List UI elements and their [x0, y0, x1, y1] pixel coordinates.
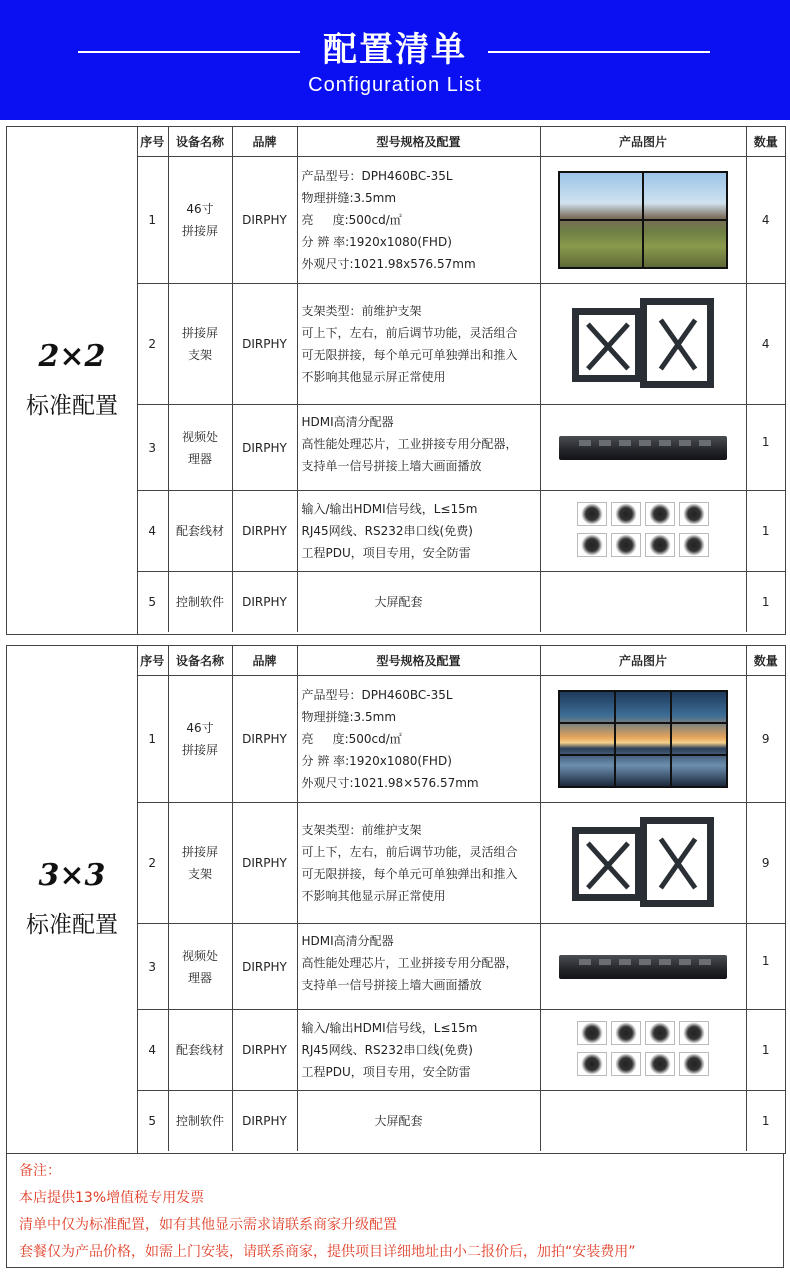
row-image: [540, 1010, 746, 1091]
name-line: 理器: [187, 451, 212, 466]
row-spec: [297, 803, 540, 924]
row-image: [540, 157, 746, 284]
hdmi-splitter-image: [559, 955, 727, 979]
spec-line: 外观尺寸:1021.98x576.57mm: [301, 257, 476, 271]
row-device-name: [168, 405, 232, 491]
row-no: 1: [137, 157, 168, 284]
table-row: [137, 1091, 785, 1151]
notes-title: 备注：: [19, 1163, 61, 1179]
mount-bracket-image: [568, 813, 718, 913]
spec-line: 可无限拼接，每个单元可单独弹出和推入: [301, 348, 518, 362]
col-header-no: 序号: [137, 127, 168, 157]
row-image: [540, 491, 746, 572]
spec-line: 分 辨 率:1920x1080(FHD): [301, 754, 452, 768]
spec-line: 大屏配套: [374, 594, 423, 609]
row-no: 2: [137, 284, 168, 405]
col-header-image: 产品图片: [540, 127, 746, 157]
spec-line: 输入/输出HDMI信号线，L≤15m: [301, 1021, 478, 1035]
col-header-name: 设备名称: [168, 127, 232, 157]
name-line: 支架: [187, 348, 212, 362]
name-line: 支架: [187, 867, 212, 881]
spec-line: 支持单一信号拼接上墙大画面播放: [301, 978, 482, 992]
spec-line: 物理拼缝:3.5mm: [301, 710, 397, 724]
spec-line: 支架类型：前维护支架: [301, 823, 422, 837]
row-device-name: [168, 284, 232, 405]
row-spec: [297, 157, 540, 284]
video-wall-3x3-image: [558, 690, 728, 788]
spec-line: 产品型号：DPH460BC-35L: [301, 169, 453, 183]
spec-line: HDMI高清分配器: [301, 934, 394, 948]
row-brand: DIRPHY: [232, 491, 297, 572]
col-header-brand: 品牌: [232, 127, 297, 157]
spec-line: RJ45网线、RS232串口线(免费): [301, 1043, 473, 1057]
table-row: [137, 924, 785, 1010]
spec-line: 工程PDU，项目专用，安全防雷: [301, 1065, 471, 1079]
config-size: 2×2: [38, 339, 106, 374]
table-row: [137, 157, 785, 284]
row-device-name: [168, 676, 232, 803]
spec-line: 可无限拼接，每个单元可单独弹出和推入: [301, 867, 518, 881]
spec-line: 工程PDU，项目专用，安全防雷: [301, 546, 471, 560]
col-header-name: 设备名称: [168, 646, 232, 676]
name-line: 配套线材: [175, 1043, 224, 1057]
notes-line: 清单中仅为标准配置，如有其他显示需求请联系商家升级配置: [19, 1217, 397, 1233]
col-header-spec: 型号规格及配置: [297, 646, 540, 676]
row-image: [540, 572, 746, 632]
row-brand: DIRPHY: [232, 1010, 297, 1091]
row-spec: [297, 924, 540, 1010]
name-line: 拼接屏: [181, 845, 218, 859]
table-row: [137, 572, 785, 632]
row-brand: DIRPHY: [232, 803, 297, 924]
row-device-name: [168, 157, 232, 284]
mount-bracket-image: [568, 294, 718, 394]
row-brand: DIRPHY: [232, 572, 297, 632]
table-row: [137, 1010, 785, 1091]
row-brand: DIRPHY: [232, 157, 297, 284]
spec-line: 亮 度:500cd/㎡: [301, 732, 402, 746]
row-spec: [297, 405, 540, 491]
row-spec: [297, 572, 540, 632]
col-header-qty: 数量: [746, 127, 785, 157]
table-header-row: [137, 127, 785, 157]
row-qty: 4: [746, 157, 785, 284]
name-line: 拼接屏: [181, 326, 218, 340]
name-line: 视频处: [181, 429, 218, 444]
config-standard-label: 标准配置: [26, 912, 118, 938]
row-image: [540, 803, 746, 924]
spec-line: 支架类型：前维护支架: [301, 304, 422, 318]
cables-set-image: [575, 500, 711, 562]
config-standard-label: 标准配置: [26, 393, 118, 419]
row-no: 4: [137, 491, 168, 572]
row-brand: DIRPHY: [232, 284, 297, 405]
spec-line: HDMI高清分配器: [301, 415, 394, 429]
row-device-name: [168, 491, 232, 572]
row-brand: DIRPHY: [232, 676, 297, 803]
row-spec: [297, 1091, 540, 1151]
table-header-row: [137, 646, 785, 676]
row-no: 5: [137, 572, 168, 632]
row-brand: DIRPHY: [232, 405, 297, 491]
table-row: [137, 491, 785, 572]
row-device-name: [168, 1091, 232, 1151]
video-wall-2x2-image: [558, 171, 728, 269]
page-subtitle: Configuration List: [308, 74, 482, 96]
row-image: [540, 676, 746, 803]
notes-line: 套餐仅为产品价格，如需上门安装，请联系商家，提供项目详细地址由小二报价后，加拍“安装费用”: [19, 1244, 636, 1260]
col-header-qty: 数量: [746, 646, 785, 676]
row-no: 3: [137, 405, 168, 491]
page-title: 配置清单: [323, 30, 467, 70]
spec-line: 大屏配套: [374, 1113, 423, 1128]
row-device-name: [168, 572, 232, 632]
row-qty: 1: [746, 572, 785, 632]
row-qty: 4: [746, 284, 785, 405]
row-device-name: [168, 1010, 232, 1091]
row-no: 2: [137, 803, 168, 924]
spec-line: 可上下，左右，前后调节功能，灵活组合: [301, 845, 518, 859]
name-line: 拼接屏: [181, 224, 218, 238]
row-brand: DIRPHY: [232, 924, 297, 1010]
name-line: 控制软件: [175, 594, 224, 609]
col-header-no: 序号: [137, 646, 168, 676]
row-spec: [297, 1010, 540, 1091]
spec-line: 支持单一信号拼接上墙大画面播放: [301, 459, 482, 473]
spec-line: 分 辨 率:1920x1080(FHD): [301, 235, 452, 249]
row-image: [540, 405, 746, 491]
config-label-cell: [7, 646, 138, 1153]
notes-line: 本店提供13%增值税专用发票: [19, 1190, 205, 1206]
spec-line: 高性能处理芯片，工业拼接专用分配器，: [301, 956, 518, 970]
row-brand: DIRPHY: [232, 1091, 297, 1151]
name-line: 46寸: [186, 202, 214, 216]
row-qty: 1: [746, 1010, 785, 1091]
row-spec: [297, 284, 540, 405]
cables-set-image: [575, 1019, 711, 1081]
spec-line: 外观尺寸:1021.98×576.57mm: [301, 776, 479, 790]
config-table: [137, 646, 785, 1151]
row-no: 4: [137, 1010, 168, 1091]
col-header-brand: 品牌: [232, 646, 297, 676]
row-qty: 9: [746, 676, 785, 803]
table-row: [137, 676, 785, 803]
table-row: [137, 803, 785, 924]
spec-line: 产品型号：DPH460BC-35L: [301, 688, 453, 702]
spec-line: 高性能处理芯片，工业拼接专用分配器，: [301, 437, 518, 451]
row-spec: [297, 676, 540, 803]
name-line: 拼接屏: [181, 743, 218, 757]
spec-line: 不影响其他显示屏正常使用: [301, 370, 446, 384]
row-no: 5: [137, 1091, 168, 1151]
config-section-3x3: [6, 645, 786, 1154]
col-header-image: 产品图片: [540, 646, 746, 676]
row-qty: 9: [746, 803, 785, 924]
page-header: [0, 0, 790, 120]
col-header-spec: 型号规格及配置: [297, 127, 540, 157]
hdmi-splitter-image: [559, 436, 727, 460]
table-row: [137, 405, 785, 491]
row-device-name: [168, 803, 232, 924]
spec-line: 可上下，左右，前后调节功能，灵活组合: [301, 326, 518, 340]
row-qty: 1: [746, 924, 785, 1010]
spec-line: 不影响其他显示屏正常使用: [301, 889, 446, 903]
spec-line: 输入/输出HDMI信号线，L≤15m: [301, 502, 478, 516]
config-size: 3×3: [38, 858, 106, 893]
row-no: 1: [137, 676, 168, 803]
name-line: 视频处: [181, 948, 218, 963]
row-qty: 1: [746, 1091, 785, 1151]
name-line: 46寸: [186, 721, 214, 735]
name-line: 理器: [187, 970, 212, 985]
row-qty: 1: [746, 491, 785, 572]
name-line: 控制软件: [175, 1113, 224, 1128]
spec-line: 物理拼缝:3.5mm: [301, 191, 397, 205]
table-row: [137, 284, 785, 405]
notes-box: [6, 1153, 784, 1268]
spec-line: RJ45网线、RS232串口线(免费): [301, 524, 473, 538]
row-image: [540, 1091, 746, 1151]
row-no: 3: [137, 924, 168, 1010]
row-spec: [297, 491, 540, 572]
name-line: 配套线材: [175, 524, 224, 538]
row-qty: 1: [746, 405, 785, 491]
row-image: [540, 924, 746, 1010]
config-table: [137, 127, 785, 632]
row-image: [540, 284, 746, 405]
config-label-cell: [7, 127, 138, 634]
row-device-name: [168, 924, 232, 1010]
spec-line: 亮 度:500cd/㎡: [301, 213, 402, 227]
config-section-2x2: [6, 126, 786, 635]
